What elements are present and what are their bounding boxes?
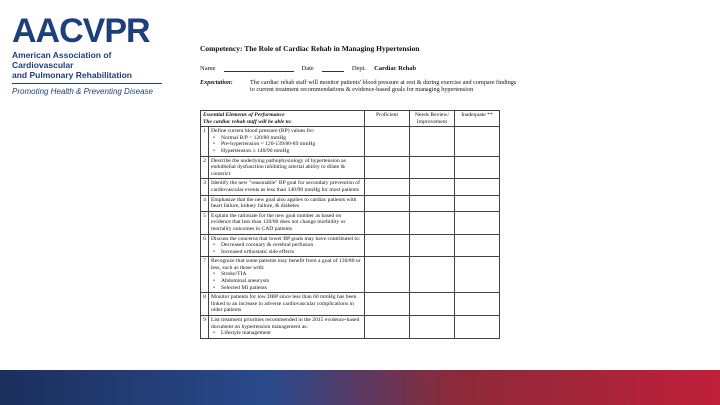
row-element-text: Emphasize that the new goal also applies to cardiac patients with heart failure, kidney failure, & diabetes (211, 196, 357, 210)
row-bullet: • Abdominal aneurysm (211, 278, 362, 285)
footer-stripe-red (450, 370, 720, 405)
proficient-header: Proficient (365, 111, 410, 127)
inadequate-cell[interactable] (455, 127, 500, 156)
name-field[interactable] (224, 65, 294, 72)
table-header-row (201, 111, 500, 127)
row-element-text: Define current blood pressure (BP) values for: (211, 128, 315, 135)
proficient-cell[interactable] (365, 211, 410, 234)
needs-review-cell[interactable] (410, 234, 455, 257)
needs-review-cell[interactable] (410, 195, 455, 211)
proficient-cell[interactable] (365, 156, 410, 179)
inadequate-cell[interactable] (455, 257, 500, 293)
logo-org-line2: and Pulmonary Rehabilitation (12, 70, 132, 80)
needs-review-cell[interactable] (410, 257, 455, 293)
row-bullet: • Hypertension ≥ 140/90 mmHg (211, 148, 362, 155)
proficient-cell[interactable] (365, 234, 410, 257)
row-element-text: Recognize that some patients may benefit from a goal of 130/80 or less, such as those with: (211, 258, 361, 271)
row-number: 6 (201, 234, 209, 257)
inadequate-cell[interactable] (455, 316, 500, 339)
table-row (201, 257, 500, 293)
inadequate-cell[interactable] (455, 195, 500, 211)
needs-review-cell[interactable] (410, 293, 455, 316)
proficient-cell[interactable] (365, 195, 410, 211)
proficient-cell[interactable] (365, 293, 410, 316)
inadequate-cell[interactable] (455, 179, 500, 195)
row-element-text: Monitor patients for low DBP since less than 60 mmHg has been linked to an increase in adverse cardiovascular complications in older patients (211, 294, 357, 314)
logo-wordmark: AACVPR (12, 12, 150, 50)
competency-document (200, 44, 520, 93)
inadequate-cell[interactable] (455, 156, 500, 179)
table-row (201, 195, 500, 211)
proficient-cell[interactable] (365, 127, 410, 156)
footer-stripe (0, 370, 720, 405)
row-number: 8 (201, 293, 209, 316)
row-element (209, 293, 365, 316)
row-element (209, 316, 365, 339)
row-bullet: • Decreased coronary & cerebral perfusion (211, 242, 362, 249)
logo-org-line1: American Association of Cardiovascular (12, 50, 112, 70)
document-title: Competency: The Role of Cardiac Rehab in Managing Hypertension (200, 44, 420, 53)
row-element (209, 179, 365, 195)
name-label: Name (200, 65, 216, 72)
needs-review-cell[interactable] (410, 179, 455, 195)
proficient-cell[interactable] (365, 179, 410, 195)
needs-review-cell[interactable] (410, 127, 455, 156)
row-bullet: • Normal B/P < 120/80 mmHg (211, 135, 362, 142)
row-number: 2 (201, 156, 209, 179)
table-row (201, 234, 500, 257)
row-element-text: Describe the underlying pathophysiology of hypertension as endothelial dysfunction inhibiting arterial ability to dilate & constrict (211, 157, 346, 177)
inadequate-header: Inadequate ** (455, 111, 500, 127)
row-element (209, 257, 365, 293)
footer-stripe-blue (0, 370, 270, 405)
dept-label: Dept. (351, 65, 367, 72)
date-label: Date (301, 65, 314, 72)
header-fields (200, 65, 520, 72)
expectation-block (200, 79, 520, 93)
row-element-text: Explain the rationale for the new goal number as based on evidence that less than 120/80 does not change morbidity or mortality outcomes in CAD patients (211, 212, 346, 232)
table-row (201, 179, 500, 195)
expectation-text: The cardiac rehab staff will monitor patients' blood pressure at rest & during exercise and compare findings to current treatment recommendations & evidence-based goals for managing hypertension (250, 79, 517, 94)
table-row (201, 211, 500, 234)
row-element-text: Identify the new "reasonable" BP goal for secondary prevention of cardiovascular events as less than 140/90 mmHg for most patients (211, 180, 360, 193)
row-element (209, 127, 365, 156)
row-number: 4 (201, 195, 209, 211)
row-number: 9 (201, 316, 209, 339)
row-number: 7 (201, 257, 209, 293)
row-number: 5 (201, 211, 209, 234)
needs-review-cell[interactable] (410, 156, 455, 179)
row-bullet-list (211, 135, 362, 155)
row-number: 1 (201, 127, 209, 156)
footer-stripe-mid (270, 370, 450, 405)
row-element (209, 234, 365, 257)
logo-tagline: Promoting Health & Preventing Disease (12, 87, 153, 96)
needs-review-cell[interactable] (410, 211, 455, 234)
row-bullet: • Lifestyle management (211, 330, 362, 337)
elements-header-line2: The cardiac rehab staff will be able to: (203, 118, 292, 125)
needs-review-header: Needs Review/ Improvement (410, 111, 455, 127)
row-bullet-list (211, 330, 362, 337)
inadequate-cell[interactable] (455, 293, 500, 316)
row-bullet: • Selected MI patients (211, 285, 362, 292)
proficient-cell[interactable] (365, 316, 410, 339)
row-element-text: List treatment priorities recommended in the 2015 evidence-based document on hypertension management as: (211, 317, 360, 330)
performance-table (200, 110, 500, 339)
proficient-cell[interactable] (365, 257, 410, 293)
needs-review-cell[interactable] (410, 316, 455, 339)
dept-value: Cardiac Rehab (374, 65, 417, 72)
row-element (209, 195, 365, 211)
row-bullet-list (211, 242, 362, 255)
elements-header-line1: Essential Elements of Performance (203, 112, 285, 118)
table-row (201, 316, 500, 339)
table-row (201, 293, 500, 316)
row-element (209, 211, 365, 234)
table-row (201, 127, 500, 156)
row-bullet-list (211, 271, 362, 291)
elements-header (201, 111, 365, 127)
inadequate-cell[interactable] (455, 234, 500, 257)
expectation-label: Expectation: (200, 79, 233, 86)
date-field[interactable] (322, 65, 344, 72)
inadequate-cell[interactable] (455, 211, 500, 234)
row-element (209, 156, 365, 179)
aacvpr-logo (12, 14, 172, 96)
row-element-text: Discuss the concerns that lower BP goals may have contributed to: (211, 235, 361, 242)
row-bullet: • Pre-hypertension = 120-139/80-89 mmHg (211, 141, 362, 148)
logo-divider (12, 83, 162, 84)
table-row (201, 156, 500, 179)
row-number: 3 (201, 179, 209, 195)
table-body (201, 127, 500, 339)
row-bullet: • Stroke/TIA (211, 271, 362, 278)
row-bullet: • Increased orthostatic side effects (211, 249, 362, 256)
